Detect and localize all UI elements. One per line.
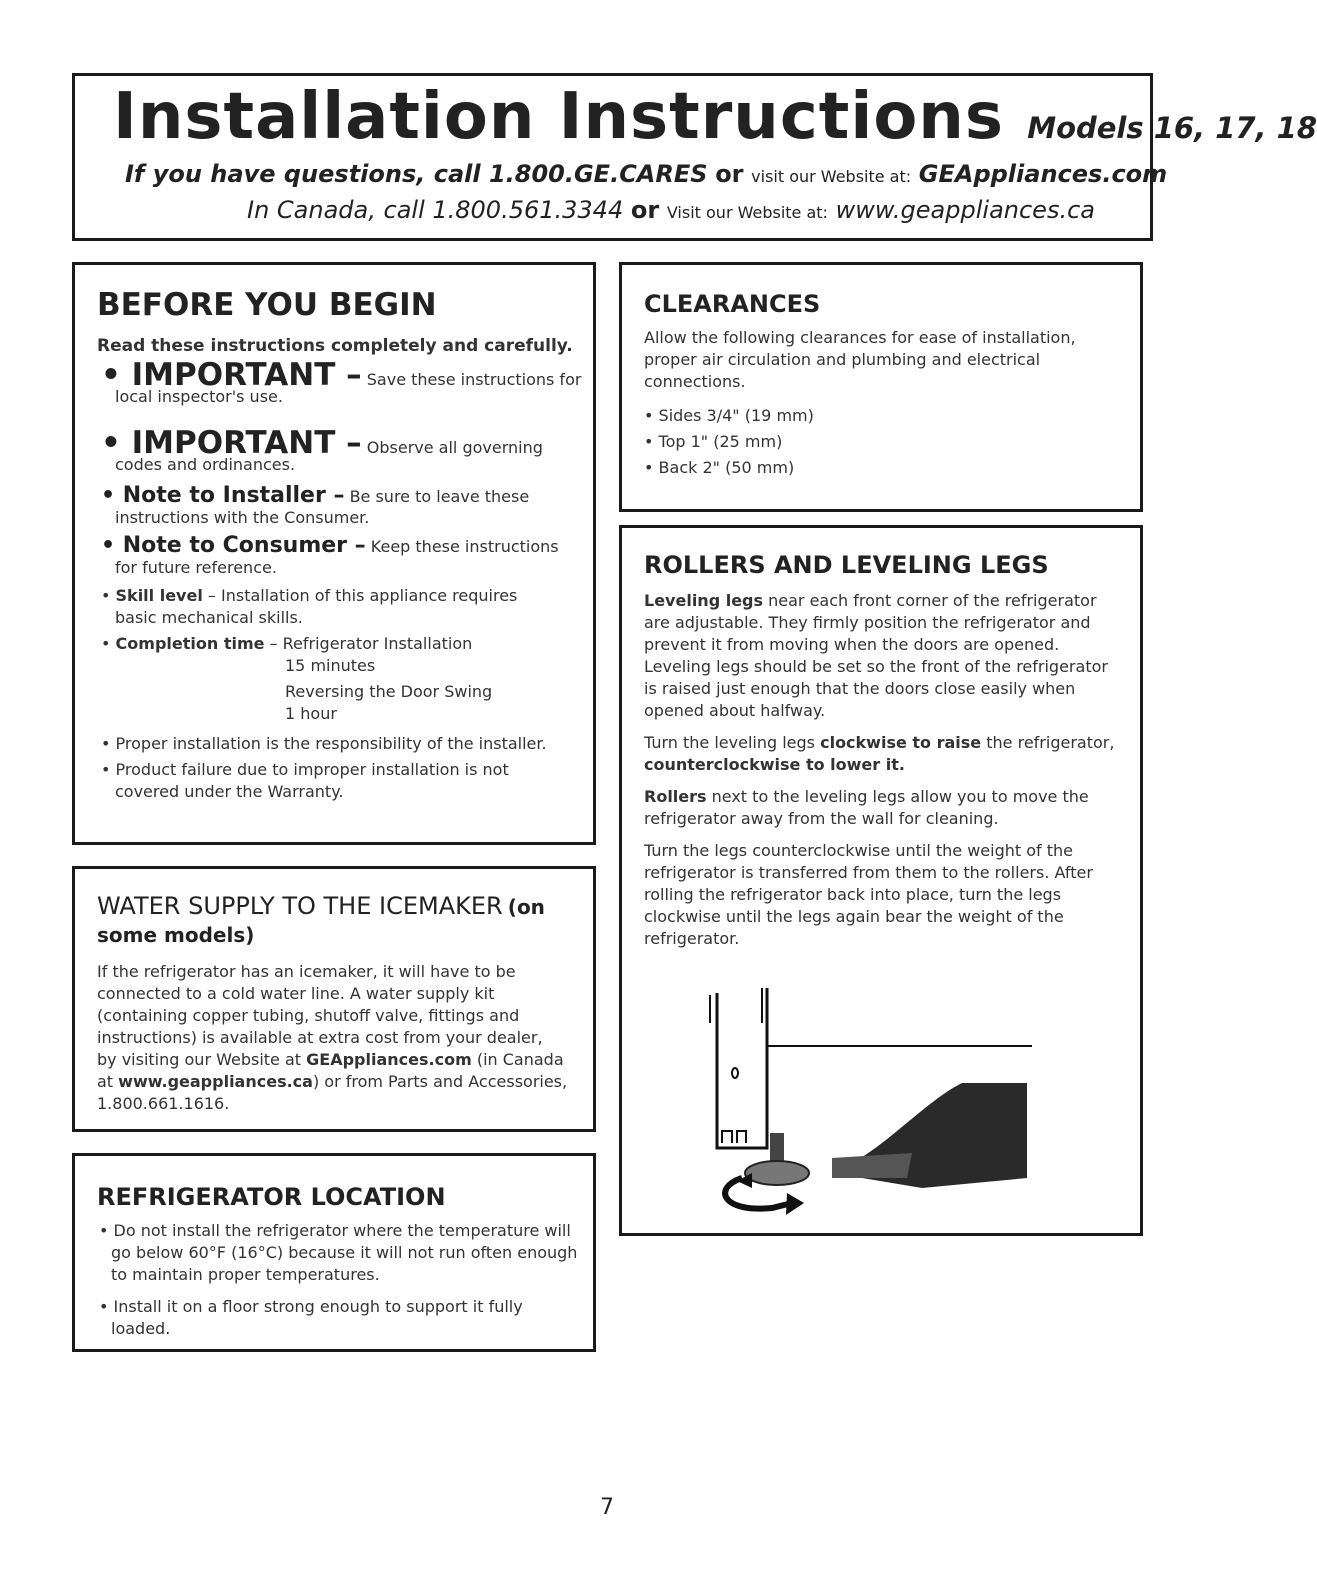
section-title: ROLLERS AND LEVELING LEGS (644, 551, 1049, 579)
warranty-item: • Product failure due to improper installation is not covered under the Warranty. (101, 760, 509, 801)
rollers-text: Leveling legs near each front corner of the refrigerator are adjustable. They firmly position the refrigerator and prevent it from moving when the doors are opened. Leveling legs should be set so the front of the refrigerator is raised just enough that the doors close easily when opened about halfway. Turn the leveling legs clockwise to raise the refrigerator, counterclockwise to lower it. Rollers next to the leveling legs allow you to move the refrigerator away from the wall for cleaning. Turn the legs counterclockwise until the weight of the refrigerator is transferred from them to the rollers. After rolling the refrigerator back into place, turn the legs clockwise until the legs again bear the weight of the refrigerator. (644, 591, 1115, 948)
location-bullet: • Do not install the refrigerator where the temperature will go below 60°F (16°C) because it will not run often enough to maintain proper temperatures. (99, 1221, 578, 1284)
note-item: • Note to Installer – Be sure to leave these instructions with the Consumer. (101, 483, 530, 527)
us-phone: If you have questions, call 1.800.GE.CARES (125, 160, 708, 188)
or-text: or (630, 196, 660, 224)
visit-text: Visit our Website at: (666, 203, 828, 222)
important-item: • IMPORTANT – Save these instructions for local inspector's use. (101, 357, 582, 406)
section-title: BEFORE YOU BEGIN (97, 287, 437, 323)
water-supply-text: If the refrigerator has an icemaker, it will have to be connected to a cold water line. A water supply kit (containing copper tubing, shutoff valve, fittings and instructions) is available at extra cost from your dealer, by visiting our Website at GEAppliances.com (in Canada at www.geappliances.ca) or from Parts and Accessories, 1.800.661.1616. (97, 962, 568, 1113)
cabinet-edge (717, 988, 767, 1148)
important-item: • IMPORTANT – Observe all governing codes and ordinances. (101, 425, 543, 474)
section-title: REFRIGERATOR LOCATION (97, 1183, 446, 1211)
rollers-leveling-section (619, 525, 1143, 1236)
hinge-bracket (722, 1131, 746, 1143)
arrow-head-icon (786, 1193, 804, 1215)
title-text: Installation Instructions (113, 80, 1004, 154)
leveling-leg-foot (745, 1161, 809, 1185)
section-subtitle: Read these instructions completely and carefully. (97, 336, 573, 356)
page-title (113, 80, 1317, 154)
note-item: • Note to Consumer – Keep these instructions for future reference. (101, 533, 559, 577)
water-supply-section (72, 866, 596, 1132)
canada-contact-line (247, 196, 1095, 224)
leveling-leg-illustration (682, 983, 1102, 1223)
grille-vents (832, 1153, 912, 1178)
page-number: 7 (600, 1495, 614, 1520)
location-bullet: • Install it on a floor strong enough to support it fully loaded. (99, 1297, 523, 1338)
us-website: GEAppliances.com (918, 160, 1168, 188)
clearance-list: • Sides 3/4" (19 mm) • Top 1" (25 mm) • Back 2" (50 mm) (644, 406, 814, 477)
us-website-link: GEAppliances.com (306, 1050, 472, 1069)
canada-website: www.geappliances.ca (835, 196, 1095, 224)
clearances-section (619, 262, 1143, 512)
refrigerator-location-section (72, 1153, 596, 1352)
us-contact-line (125, 160, 1167, 188)
section-title: CLEARANCES (644, 290, 821, 318)
clearances-text: Allow the following clearances for ease of installation, proper air circulation and plumbing and electrical connections. (644, 328, 1076, 391)
skill-level-item: • Skill level – Installation of this appliance requires basic mechanical skills. (101, 586, 518, 627)
canada-website-link: www.geappliances.ca (118, 1072, 313, 1091)
before-you-begin-section (72, 262, 596, 845)
screw-hole (732, 1068, 738, 1078)
clearance-back: Back 2" (50 mm) (658, 458, 795, 477)
models-text: Models 16, 17, 18 (1027, 111, 1317, 145)
responsibility-item: • Proper installation is the responsibility of the installer. (101, 734, 547, 753)
header-box (72, 73, 1317, 241)
canada-phone: In Canada, call 1.800.561.3344 (247, 196, 624, 224)
visit-text: visit our Website at: (751, 167, 912, 186)
clearance-top: Top 1" (25 mm) (658, 432, 783, 451)
or-text: or (715, 160, 744, 188)
section-title: WATER SUPPLY TO THE ICEMAKER (on some models) (97, 892, 545, 947)
clearance-sides: Sides 3/4" (19 mm) (658, 406, 814, 425)
completion-time-item: • Completion time – Refrigerator Installation 15 minutes Reversing the Door Swing 1 hour (101, 634, 493, 723)
